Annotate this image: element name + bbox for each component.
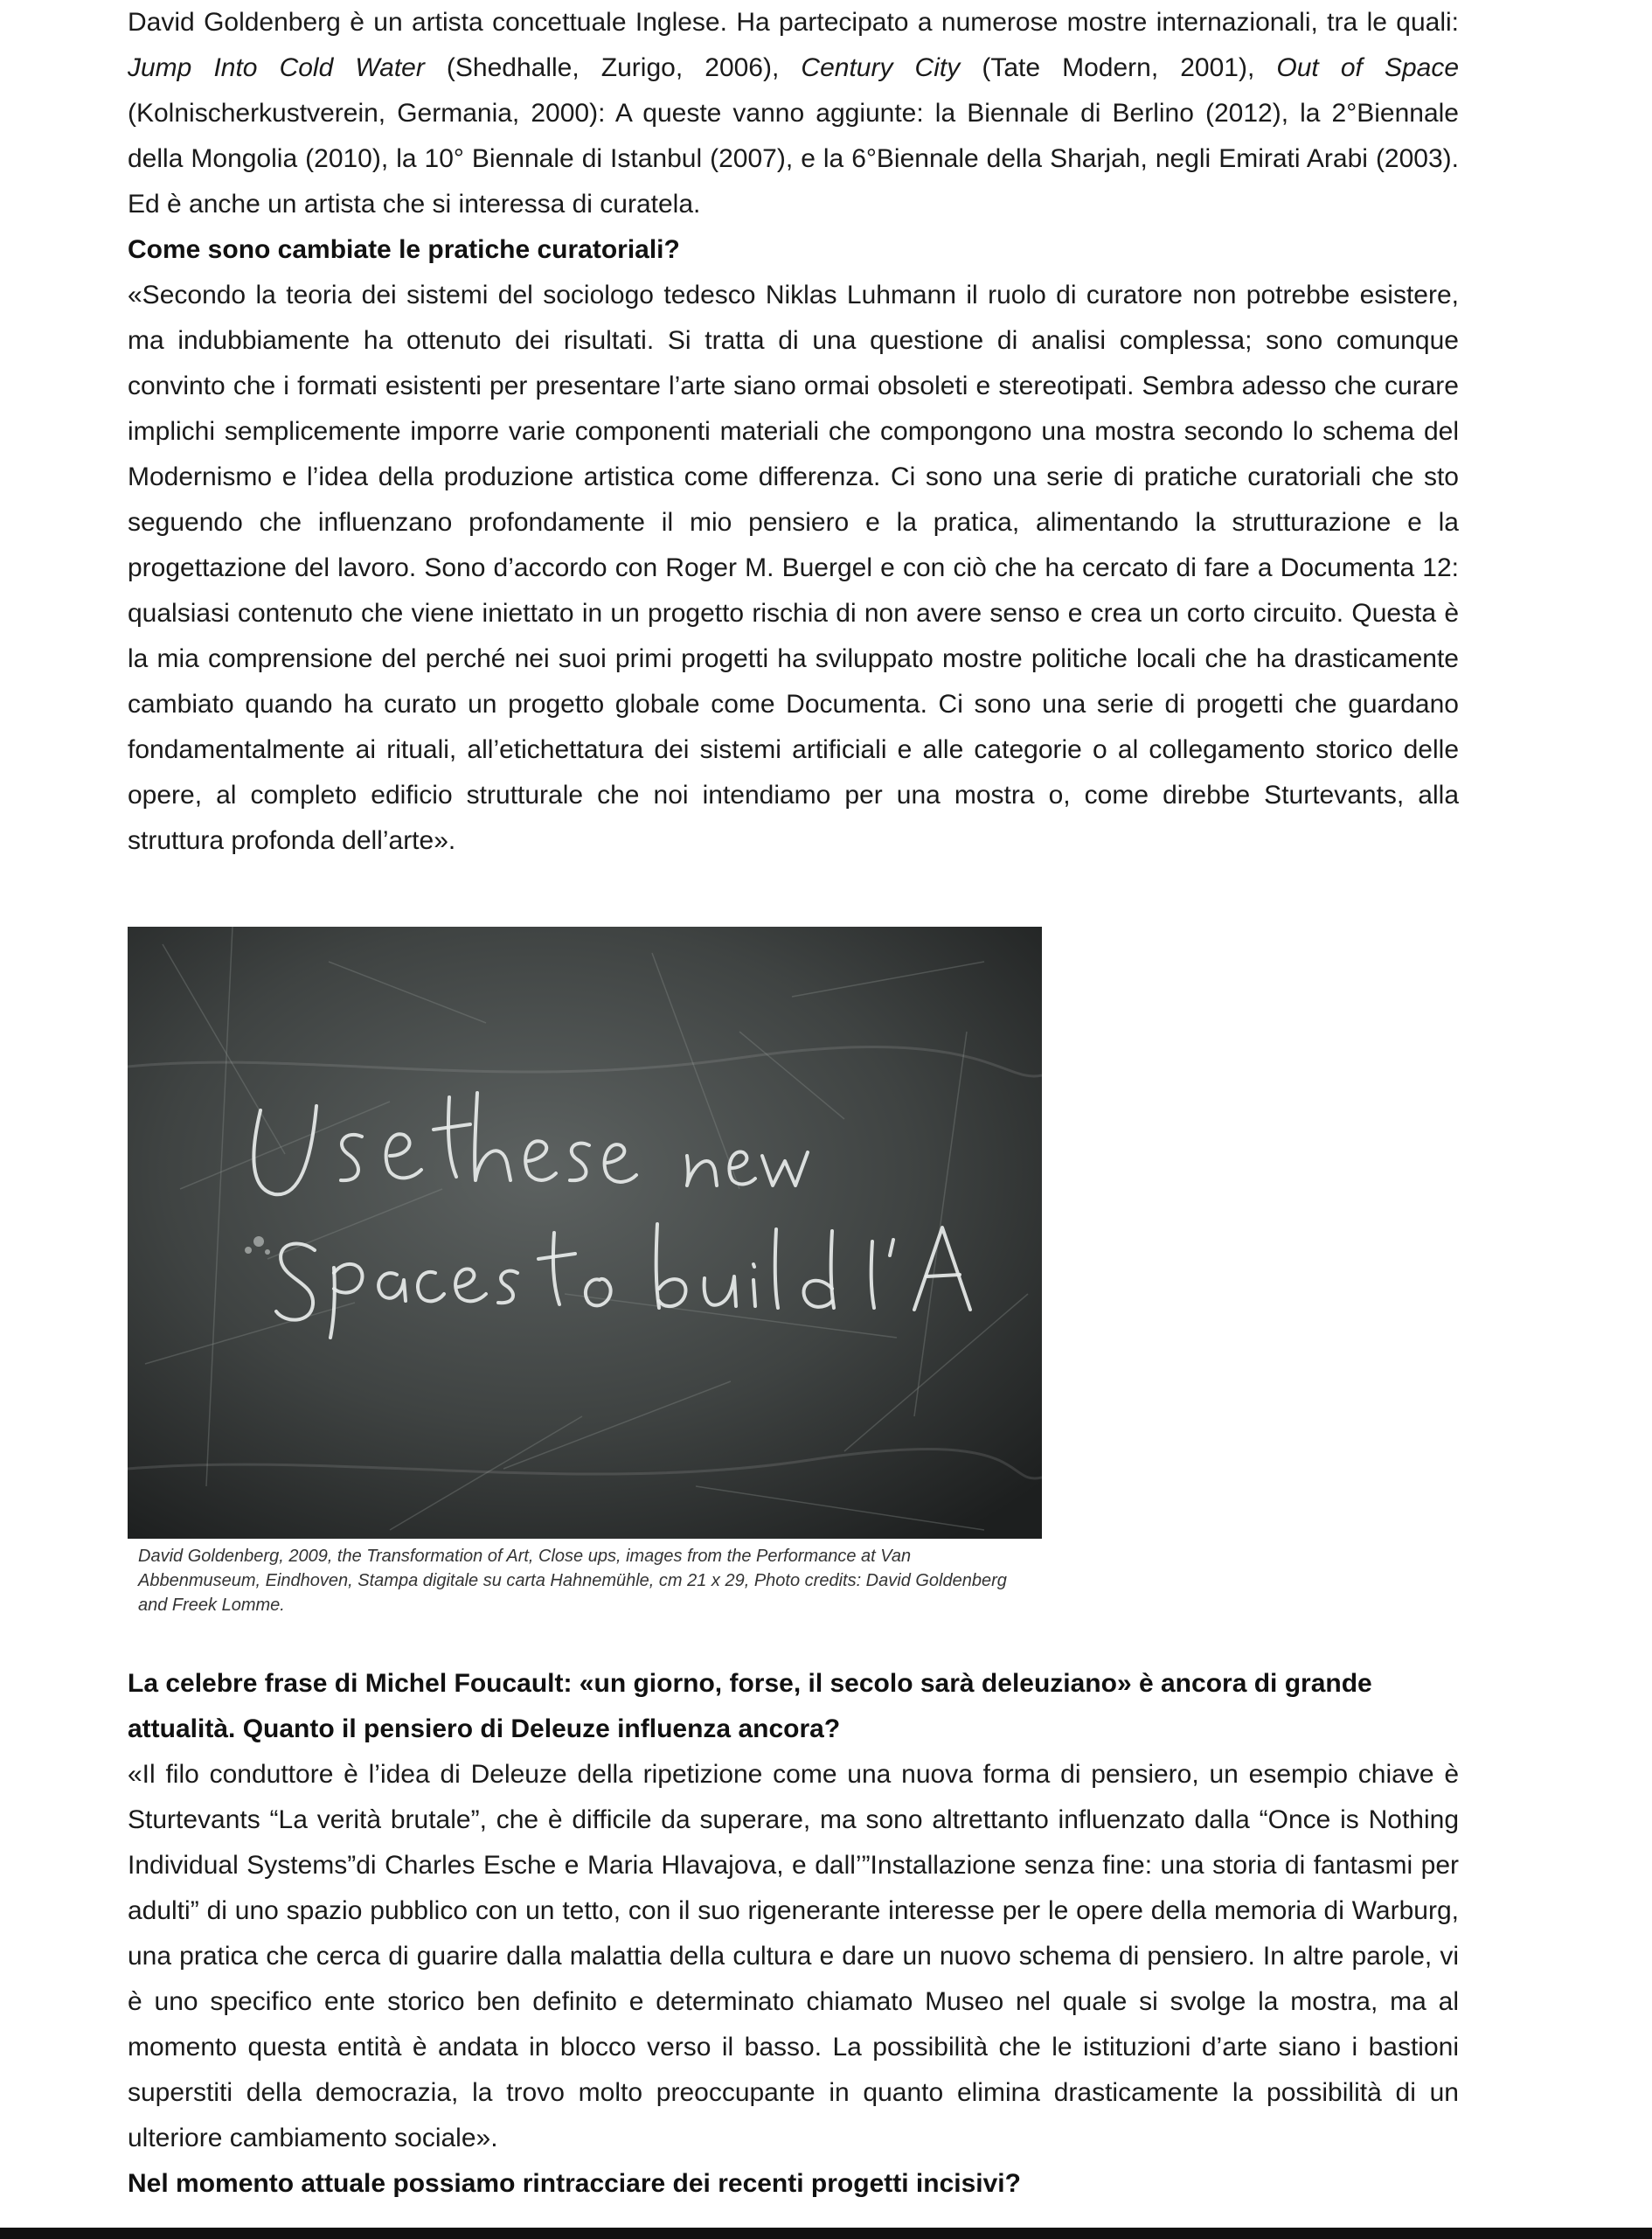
intro-text-2: (Shedhalle, Zurigo, 2006), [424,53,802,82]
artwork-figure [128,927,1042,1617]
article-body [128,0,1459,2207]
question-curatorial-practices: Come sono cambiate le pratiche curatoriali? [128,235,680,264]
intro-paragraph [128,0,1459,227]
artwork-photo [128,927,1042,1539]
exhibition-title-jump-into-cold-water: Jump Into Cold Water [128,53,425,82]
intro-text-1: David Goldenberg è un artista concettuale Inglese. Ha partecipato a numerose mostre internazionali, tra le quali: [128,8,1459,37]
intro-text-4: (Kolnischerkustverein, Germania, 2000): A queste vanno aggiunte: la Biennale di Berlino (2012), la 2°Biennale della Mongolia (2010), la 10° Biennale di Istanbul (2007), e la 6°Biennale della Sharjah, negli Emirati Arabi (2003). Ed è anche un artista che si interessa di curatela. [128,99,1459,219]
exhibition-title-century-city: Century City [801,53,961,82]
answer-deleuze: «Il filo conduttore è l’idea di Deleuze della ripetizione come una nuova forma di pensiero, un esempio chiave è Sturtevants “La verità brutale”, che è difficile da superare, ma sono altrettanto influenzato dalla “Once is Nothing Individual Systems”di Charles Esche e Maria Hlavajova, e dall’”Installazione senza fine: una storia di fantasmi per adulti” di uno spazio pubblico con un tetto, con il suo rigenerante interesse per le opere della memoria di Warburg, una pratica che cerca di guarire dalla malattia della cultura e dare un nuovo schema di pensiero. In altre parole, vi è uno specifico ente storico ben definito e determinato chiamato Museo nel quale si svolge la mostra, ma al momento questa entità è andata in blocco verso il basso. La possibilità che le istituzioni d’arte siano i bastioni superstiti della democrazia, la trovo molto preoccupante in quanto elimina drasticamente la possibilità di un ulteriore cambiamento sociale». [128,1760,1459,2152]
question-recent-projects: Nel momento attuale possiamo rintracciare dei recenti progetti incisivi? [128,2169,1021,2198]
exhibition-title-out-of-space: Out of Space [1276,53,1460,82]
question-deleuze: La celebre frase di Michel Foucault: «un giorno, forse, il secolo sarà deleuziano» è ancora di grande attualità. Quanto il pensiero di Deleuze influenza ancora? [128,1669,1372,1743]
answer-curatorial-practices: «Secondo la teoria dei sistemi del sociologo tedesco Niklas Luhmann il ruolo di curatore non potrebbe esistere, ma indubbiamente ha ottenuto dei risultati. Si tratta di una questione di analisi complessa; sono comunque convinto che i formati esistenti per presentare l’arte siano ormai obsoleti e stereotipati. Sembra adesso che curare implichi semplicemente imporre varie componenti materiali che compongono una mostra secondo lo schema del Modernismo e l’idea della produzione artistica come differenza. Ci sono una serie di pratiche curatoriali che sto seguendo che influenzano profondamente il mio pensiero e la pratica, alimentando la strutturazione e la progettazione del lavoro. Sono d’accordo con Roger M. Buergel e con ciò che ha cercato di fare a Documenta 12: qualsiasi contenuto che viene iniettato in un progetto rischia di non avere senso e crea un corto circuito. Questa è la mia comprensione del perché nei suoi primi progetti ha sviluppato mostre politiche locali che ha drasticamente cambiato quando ha curato un progetto globale come Documenta. Ci sono una serie di progetti che guardano fondamentalmente ai rituali, all’etichettatura dei sistemi artificiali e alle categorie o al collegamento storico delle opere, al completo edificio strutturale che noi intendiamo per una mostra o, come direbbe Sturtevants, alla struttura profonda dell’arte». [128,281,1459,855]
artwork-caption: David Goldenberg, 2009, the Transformation of Art, Close ups, images from the Performance at Van Abbenmuseum, Eindhoven, Stampa digitale su carta Hahnemühle, cm 21 x 29, Photo credits: David Goldenberg and Freek Lomme. [138,1547,1007,1615]
bottom-divider [0,2228,1652,2239]
intro-text-3: (Tate Modern, 2001), [960,53,1277,82]
